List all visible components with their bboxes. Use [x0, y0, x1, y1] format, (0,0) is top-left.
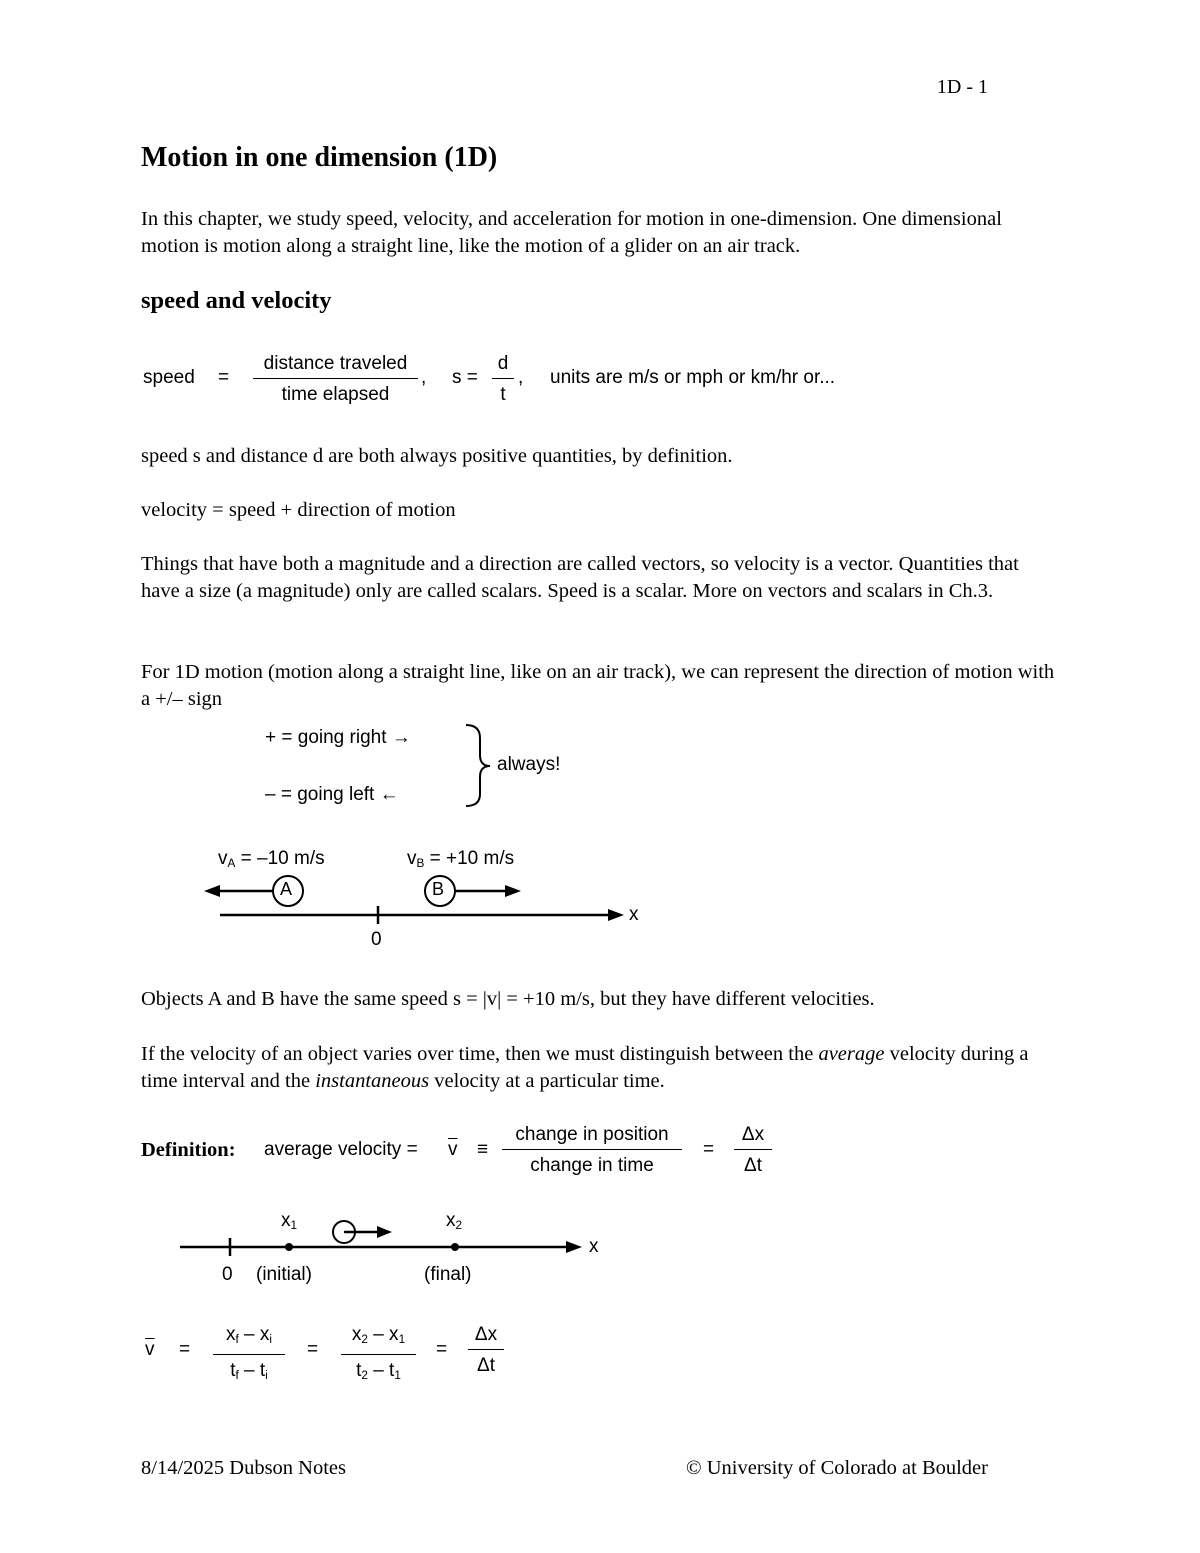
units-note: units are m/s or mph or km/hr or...	[550, 367, 836, 388]
moving-object	[333, 1221, 355, 1243]
fraction-numerator: Δx	[468, 1323, 504, 1350]
plus-rule: + = going right →	[265, 727, 411, 748]
page-number: 1D - 1	[936, 76, 988, 98]
v-bar: $\overline{v}$	[448, 1139, 458, 1160]
minus-rule: – = going left ←	[265, 784, 399, 805]
initial-label: (initial)	[256, 1264, 312, 1285]
equivalence-sign: ≡	[477, 1139, 489, 1160]
s-lhs: s =	[452, 367, 478, 388]
x-axis-arrowhead	[608, 909, 624, 921]
vb-label: $v_B = +10$ m/s	[407, 848, 515, 870]
velocity-definition: velocity = speed + direction of motion	[141, 499, 456, 521]
origin-label: 0	[222, 1264, 233, 1285]
equals-sign: =	[179, 1339, 191, 1360]
fraction-denominator: Δt	[477, 1355, 495, 1376]
fraction-numerator: distance traveled	[253, 352, 418, 379]
vectors-paragraph: Things that have both a magnitude and a direction are called vectors, so velocity is a vector. Quantities that have a size (a magnitude) only are called scalars. Speed is a scalar. More on vectors and scalars in Ch.3.	[141, 553, 1019, 602]
v-bar: $\overline{v}$	[145, 1339, 155, 1360]
footer-right: © University of Colorado at Boulder	[686, 1457, 988, 1479]
x-axis-label: x	[629, 904, 639, 925]
fraction-denominator: $t_2 - t_1$	[356, 1360, 401, 1382]
object-b-label: B	[432, 879, 445, 899]
equals-sign: =	[436, 1339, 448, 1360]
one-d-paragraph: For 1D motion (motion along a straight line, like on an air track), we can represent the direction of motion with a +/– sign	[141, 661, 1055, 710]
x2-label: $x_2$	[446, 1210, 463, 1232]
fraction-denominator: change in time	[530, 1155, 654, 1176]
fraction-denominator: Δt	[744, 1155, 762, 1176]
s-fraction	[492, 352, 514, 407]
page-title: Motion in one dimension (1D)	[141, 142, 498, 173]
delta-fraction	[468, 1323, 504, 1378]
x-axis-label: x	[589, 1236, 599, 1257]
fraction-numerator: Δx	[734, 1123, 772, 1150]
position-diagram	[180, 1221, 582, 1256]
fraction-denominator: t	[500, 384, 506, 405]
x1-point	[285, 1243, 293, 1251]
final-label: (final)	[424, 1264, 472, 1285]
equals-sign: =	[703, 1139, 715, 1160]
velocity-diagram	[204, 876, 624, 924]
x2-point	[451, 1243, 459, 1251]
speed-fraction	[253, 352, 418, 407]
va-label: $v_A = -10$ m/s	[218, 848, 325, 870]
velocity-a-arrowhead	[204, 885, 220, 897]
fraction-f-i	[213, 1323, 285, 1388]
fraction-denominator: $t_f - t_i$	[230, 1360, 268, 1382]
positive-paragraph: speed s and distance d are both always positive quantities, by definition.	[141, 445, 733, 467]
footer-left: 8/14/2025 Dubson Notes	[141, 1457, 346, 1479]
comma: ,	[518, 367, 524, 388]
fraction-numerator: change in position	[502, 1123, 682, 1150]
x1-label: $x_1$	[281, 1210, 298, 1232]
delta-fraction	[734, 1123, 772, 1178]
speed-lhs: speed	[143, 367, 195, 388]
equals-sign: =	[307, 1339, 319, 1360]
x-axis-arrowhead	[566, 1241, 582, 1253]
section-heading: speed and velocity	[141, 287, 332, 314]
same-speed-paragraph: Objects A and B have the same speed s = |v| = +10 m/s, but they have different velocities.	[141, 988, 875, 1010]
average-paragraph: If the velocity of an object varies over time, then we must distinguish between the average velocity during a time interval and the instantaneous velocity at a particular time.	[141, 1043, 1029, 1092]
fraction-numerator: $x_2 - x_1$	[341, 1323, 416, 1355]
curly-brace	[466, 725, 490, 806]
comma: ,	[421, 367, 427, 388]
intro-paragraph: In this chapter, we study speed, velocity, and acceleration for motion in one-dimension. One dimensional motion is motion along a straight line, like the motion of a glider on an air track.	[141, 208, 1002, 257]
object-a-label: A	[280, 879, 293, 899]
velocity-b-arrowhead	[505, 885, 521, 897]
fraction-2-1	[341, 1323, 416, 1388]
equals-sign: =	[218, 367, 230, 388]
always-note: always!	[497, 754, 561, 775]
fraction-numerator: $x_f - x_i$	[213, 1323, 285, 1355]
fraction-denominator: time elapsed	[281, 384, 390, 405]
velocity-arrowhead	[377, 1226, 392, 1238]
definition-label: Definition:	[141, 1139, 236, 1161]
fraction-numerator: d	[492, 352, 514, 379]
definition-text: average velocity =	[264, 1139, 418, 1160]
origin-label: 0	[371, 929, 382, 950]
definition-fraction	[502, 1123, 682, 1178]
